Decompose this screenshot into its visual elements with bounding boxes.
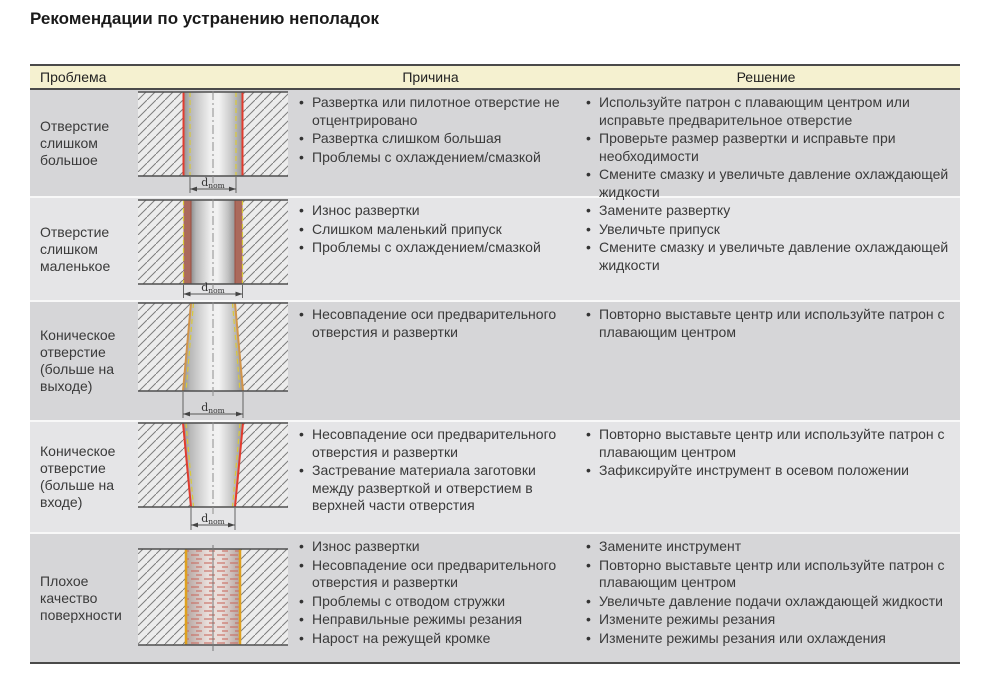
solution-list — [586, 94, 956, 201]
solution-item: • Увеличьте припуск — [586, 221, 956, 239]
cause-item: • Износ развертки — [299, 202, 564, 220]
page-title: Рекомендации по устранению неполадок — [30, 9, 380, 28]
dimension-label: dnom — [201, 512, 225, 526]
problem-cell — [30, 198, 289, 300]
problem-label: Коническое отверстие (больше на выходе) — [40, 327, 116, 394]
cause-item: • Нарост на режущей кромке — [299, 630, 564, 648]
solution-cell — [572, 422, 960, 532]
header-solution: Решение — [736, 69, 796, 85]
cause-list — [299, 94, 568, 166]
cause-item: • Застревание материала заготовки между разверткой и отверстием в верхней части отверстия — [299, 462, 564, 515]
cause-cell — [289, 534, 572, 662]
table-row-poor-surface — [30, 532, 960, 662]
table-header-row — [30, 66, 960, 90]
cause-cell — [289, 90, 572, 196]
cause-item: • Развертка или пилотное отверстие не отцентрировано — [299, 94, 564, 129]
table-row-taper-exit — [30, 300, 960, 420]
solution-item: • Повторно выставьте центр или используйте патрон с плавающим центром — [586, 426, 956, 461]
solution-item: • Увеличьте давление подачи охлаждающей жидкости — [586, 593, 956, 611]
diagram-hole-too-small — [138, 199, 288, 299]
cause-cell — [289, 198, 572, 300]
problem-label: Отверстие слишком маленькое — [40, 223, 111, 274]
solution-cell — [572, 302, 960, 420]
cause-item: • Несовпадение оси предварительного отверстия и развертки — [299, 306, 564, 341]
solution-item: • Проверьте размер развертки и исправьте при необходимости — [586, 130, 956, 165]
problem-cell — [30, 302, 289, 420]
diagram-taper-entry — [138, 422, 288, 532]
solution-cell — [572, 198, 960, 300]
diagram-poor-surface — [138, 545, 288, 651]
dimension-label: dnom — [201, 281, 225, 295]
hole-cross-section-diagram — [138, 422, 288, 532]
cause-cell — [289, 302, 572, 420]
solution-item: • Повторно выставьте центр или используйте патрон с плавающим центром — [586, 557, 956, 592]
table-row-taper-entry — [30, 420, 960, 532]
cause-list — [299, 538, 568, 647]
problem-cell — [30, 534, 289, 662]
cause-list — [299, 426, 568, 515]
problem-cell — [30, 90, 289, 196]
problem-cell — [30, 422, 289, 532]
cause-list — [299, 306, 568, 341]
troubleshooting-table — [30, 64, 960, 664]
solution-item: • Замените развертку — [586, 202, 956, 220]
hole-cross-section-diagram — [138, 91, 288, 195]
solution-item: • Используйте патрон с плавающим центром или исправьте предварительное отверстие — [586, 94, 956, 129]
cause-item: • Несовпадение оси предварительного отверстия и развертки — [299, 426, 564, 461]
cause-list — [299, 202, 568, 257]
cause-item: • Проблемы с охлаждением/смазкой — [299, 239, 564, 257]
diagram-taper-exit — [138, 302, 288, 420]
solution-list — [586, 306, 956, 341]
solution-item: • Смените смазку и увеличьте давление охлаждающей жидкости — [586, 166, 956, 201]
header-problem: Проблема — [40, 69, 107, 85]
table-row-hole-too-small — [30, 196, 960, 300]
solution-list — [586, 426, 956, 480]
diagram-hole-too-large — [138, 91, 288, 195]
cause-item: • Проблемы с отводом стружки — [299, 593, 564, 611]
problem-label: Плохое качество поверхности — [40, 572, 122, 623]
cause-item: • Проблемы с охлаждением/смазкой — [299, 149, 564, 167]
solution-item: • Зафиксируйте инструмент в осевом положении — [586, 462, 956, 480]
solution-item: • Измените режимы резания или охлаждения — [586, 630, 956, 648]
solution-cell — [572, 90, 960, 200]
cause-item: • Несовпадение оси предварительного отверстия и развертки — [299, 557, 564, 592]
dimension-label: dnom — [201, 176, 225, 190]
hole-cross-section-diagram — [138, 302, 288, 420]
dimension-label: dnom — [201, 401, 225, 415]
cause-item: • Неправильные режимы резания — [299, 611, 564, 629]
hole-cross-section-diagram — [138, 199, 288, 299]
cause-item: • Развертка слишком большая — [299, 130, 564, 148]
hole-cross-section-diagram — [138, 545, 288, 651]
solution-list — [586, 202, 956, 274]
table-row-hole-too-large — [30, 90, 960, 200]
solution-item: • Смените смазку и увеличьте давление охлаждающей жидкости — [586, 239, 956, 274]
solution-item: • Замените инструмент — [586, 538, 956, 556]
cause-item: • Слишком маленький припуск — [299, 221, 564, 239]
problem-label: Отверстие слишком большое — [40, 117, 110, 168]
cause-item: • Износ развертки — [299, 538, 564, 556]
solution-item: • Измените режимы резания — [586, 611, 956, 629]
cause-cell — [289, 422, 572, 532]
solution-cell — [572, 534, 960, 662]
header-cause: Причина — [402, 69, 459, 85]
solution-list — [586, 538, 956, 647]
solution-item: • Повторно выставьте центр или используйте патрон с плавающим центром — [586, 306, 956, 341]
problem-label: Коническое отверстие (больше на входе) — [40, 443, 116, 510]
